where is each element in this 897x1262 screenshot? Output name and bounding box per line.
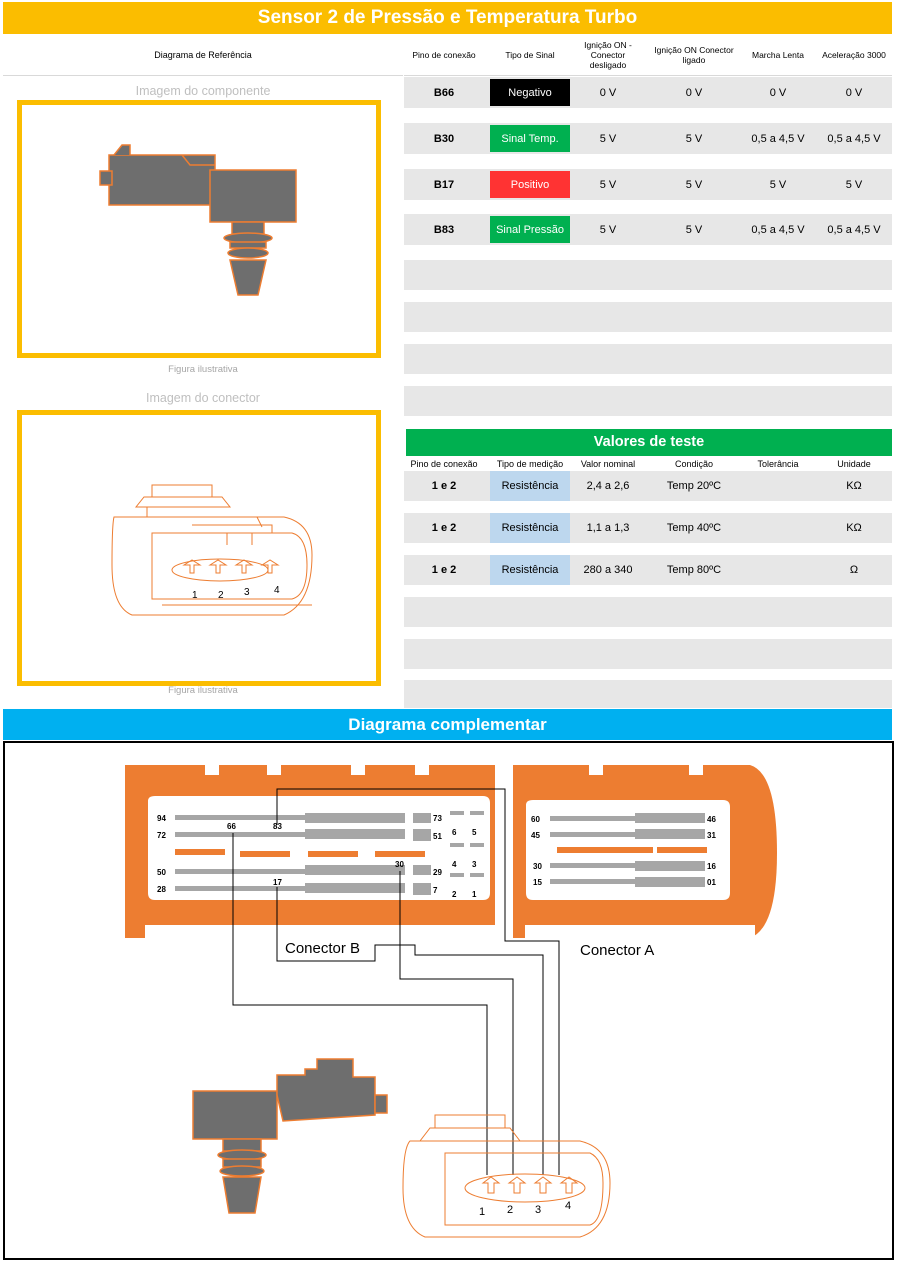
test-type-cell: Resistência [490,555,570,585]
test-condition-cell: Temp 40ºC [666,522,722,534]
empty-row [404,386,892,416]
test-condition-cell: Temp 20ºC [666,480,722,492]
pin-cell: B30 [433,132,455,145]
ecu-b-pin-label: 5 [472,828,477,837]
wiring-diagram [5,743,892,1258]
test-nominal-cell: 1,1 a 1,3 [586,522,630,534]
test-unit-cell: KΩ [846,522,862,534]
ecu-b-pin-label: 7 [433,886,438,895]
value-cell: 0,5 a 4,5 V [751,132,805,145]
empty-row [404,680,892,708]
sensor-pin-label: 1 [479,1206,486,1218]
ecu-b-pin-label: 2 [452,890,457,899]
ecu-b-pin-label: 73 [433,814,442,823]
connector-a-label: Conector A [580,942,655,959]
connector-pin-label: 4 [274,585,280,596]
sensor-pin-label: 2 [507,1204,514,1216]
test-header-tolerance: Tolerância [757,459,799,469]
signal-badge: Positivo [490,171,570,198]
test-tolerance-cell [744,513,812,543]
empty-row [404,344,892,374]
pin-table-header [404,34,892,76]
col-header-ign-off: Ignição ON - Conector desligado [584,40,632,70]
page-title: Sensor 2 de Pressão e Temperatura Turbo [3,2,892,34]
test-header-nominal: Valor nominal [580,459,636,469]
test-condition-cell: Temp 80ºC [666,564,722,576]
value-cell: 5 V [685,178,703,191]
ecu-b-pin-label: 4 [452,860,457,869]
ecu-b-pin-label: 50 [157,868,166,877]
sensor-pin-label: 3 [535,1204,542,1216]
ecu-a-pin-label: 45 [531,831,540,840]
connector-caption: Imagem do conector [146,391,260,405]
complementary-diagram [3,741,894,1260]
reference-diagram-panel [3,34,403,708]
signal-badge: Negativo [490,79,570,106]
complementary-diagram-title: Diagrama complementar [3,709,892,740]
col-header-idle: Marcha Lenta [752,50,804,60]
ecu-b-pin-label: 66 [227,822,236,831]
ecu-b-pin-label: 6 [452,828,457,837]
value-cell: 0 V [599,86,617,99]
table-row [404,214,892,245]
component-figure-caption: Figura ilustrativa [168,364,238,375]
test-tolerance-cell [744,471,812,501]
ecu-a-pin-label: 31 [707,831,716,840]
test-pin-cell: 1 e 2 [431,564,457,576]
test-header-pin: Pino de conexão [410,459,478,469]
test-row [404,471,892,501]
test-values-title: Valores de teste [406,429,892,456]
ecu-a-pin-label: 60 [531,815,540,824]
value-cell: 0 V [769,86,787,99]
reference-diagram-header: Diagrama de Referência [3,34,403,76]
value-cell: 0 V [685,86,703,99]
col-header-signal: Tipo de Sinal [505,50,555,60]
ecu-b-pin-label: 72 [157,831,166,840]
test-header-condition: Condição [674,459,714,469]
connector-pin-label: 1 [192,590,198,601]
test-unit-cell: KΩ [846,480,862,492]
signal-badge: Sinal Temp. [490,125,570,152]
value-cell: 0 V [845,86,863,99]
test-tolerance-cell [744,555,812,585]
test-type-cell: Resistência [490,513,570,543]
test-header-unit: Unidade [837,459,871,469]
ecu-b-pin-label: 3 [472,860,477,869]
table-row [404,77,892,108]
component-image [17,100,381,358]
signal-badge: Sinal Pressão [490,216,570,243]
connector-b-label: Conector B [285,940,361,957]
ecu-b-pin-label: 17 [273,878,282,887]
value-cell: 5 V [599,178,617,191]
value-cell: 5 V [769,178,787,191]
value-cell: 5 V [599,132,617,145]
ecu-b-pin-label: 30 [395,860,404,869]
test-header-type: Tipo de medição [496,459,564,469]
pin-cell: B66 [433,86,455,99]
sensor-pin-label: 4 [565,1200,572,1212]
test-nominal-cell: 2,4 a 2,6 [586,480,630,492]
value-cell: 5 V [685,132,703,145]
ecu-a-pin-label: 16 [707,862,716,871]
empty-row [404,597,892,627]
empty-row [404,302,892,332]
col-header-ign-on: Ignição ON Conector ligado [654,45,734,65]
test-pin-cell: 1 e 2 [431,480,457,492]
value-cell: 0,5 a 4,5 V [827,132,881,145]
test-type-cell: Resistência [490,471,570,501]
ecu-b-pin-label: 94 [157,814,166,823]
col-header-pin: Pino de conexão [412,50,476,60]
component-caption: Imagem do componente [135,84,271,98]
ecu-b-pin-label: 83 [273,822,282,831]
empty-row [404,260,892,290]
connector-pin-label: 2 [218,590,224,601]
test-table-header [404,457,892,471]
value-cell: 5 V [599,223,617,236]
sensor-illustration [22,105,376,353]
ecu-b-pin-label: 28 [157,885,166,894]
connector-pin-label: 3 [244,587,250,598]
value-cell: 0,5 a 4,5 V [827,223,881,236]
ecu-b-pin-label: 1 [472,890,477,899]
test-pin-cell: 1 e 2 [431,522,457,534]
test-unit-cell: Ω [849,564,859,576]
table-row [404,123,892,154]
pin-cell: B17 [433,178,455,191]
col-header-accel: Aceleração 3000 [822,50,886,60]
pin-cell: B83 [433,223,455,236]
connector-figure-caption: Figura ilustrativa [168,685,238,696]
test-row [404,555,892,585]
test-row [404,513,892,543]
value-cell: 5 V [845,178,863,191]
value-cell: 0,5 a 4,5 V [751,223,805,236]
connector-image [17,410,381,686]
ecu-b-pin-label: 29 [433,868,442,877]
ecu-a-pin-label: 15 [533,878,542,887]
ecu-b-pin-label: 51 [433,832,442,841]
connector-illustration [22,415,376,681]
value-cell: 5 V [685,223,703,236]
test-nominal-cell: 280 a 340 [583,564,633,576]
table-row [404,169,892,200]
ecu-a-pin-label: 30 [533,862,542,871]
ecu-a-pin-label: 01 [707,878,716,887]
ecu-a-pin-label: 46 [707,815,716,824]
empty-row [404,639,892,669]
